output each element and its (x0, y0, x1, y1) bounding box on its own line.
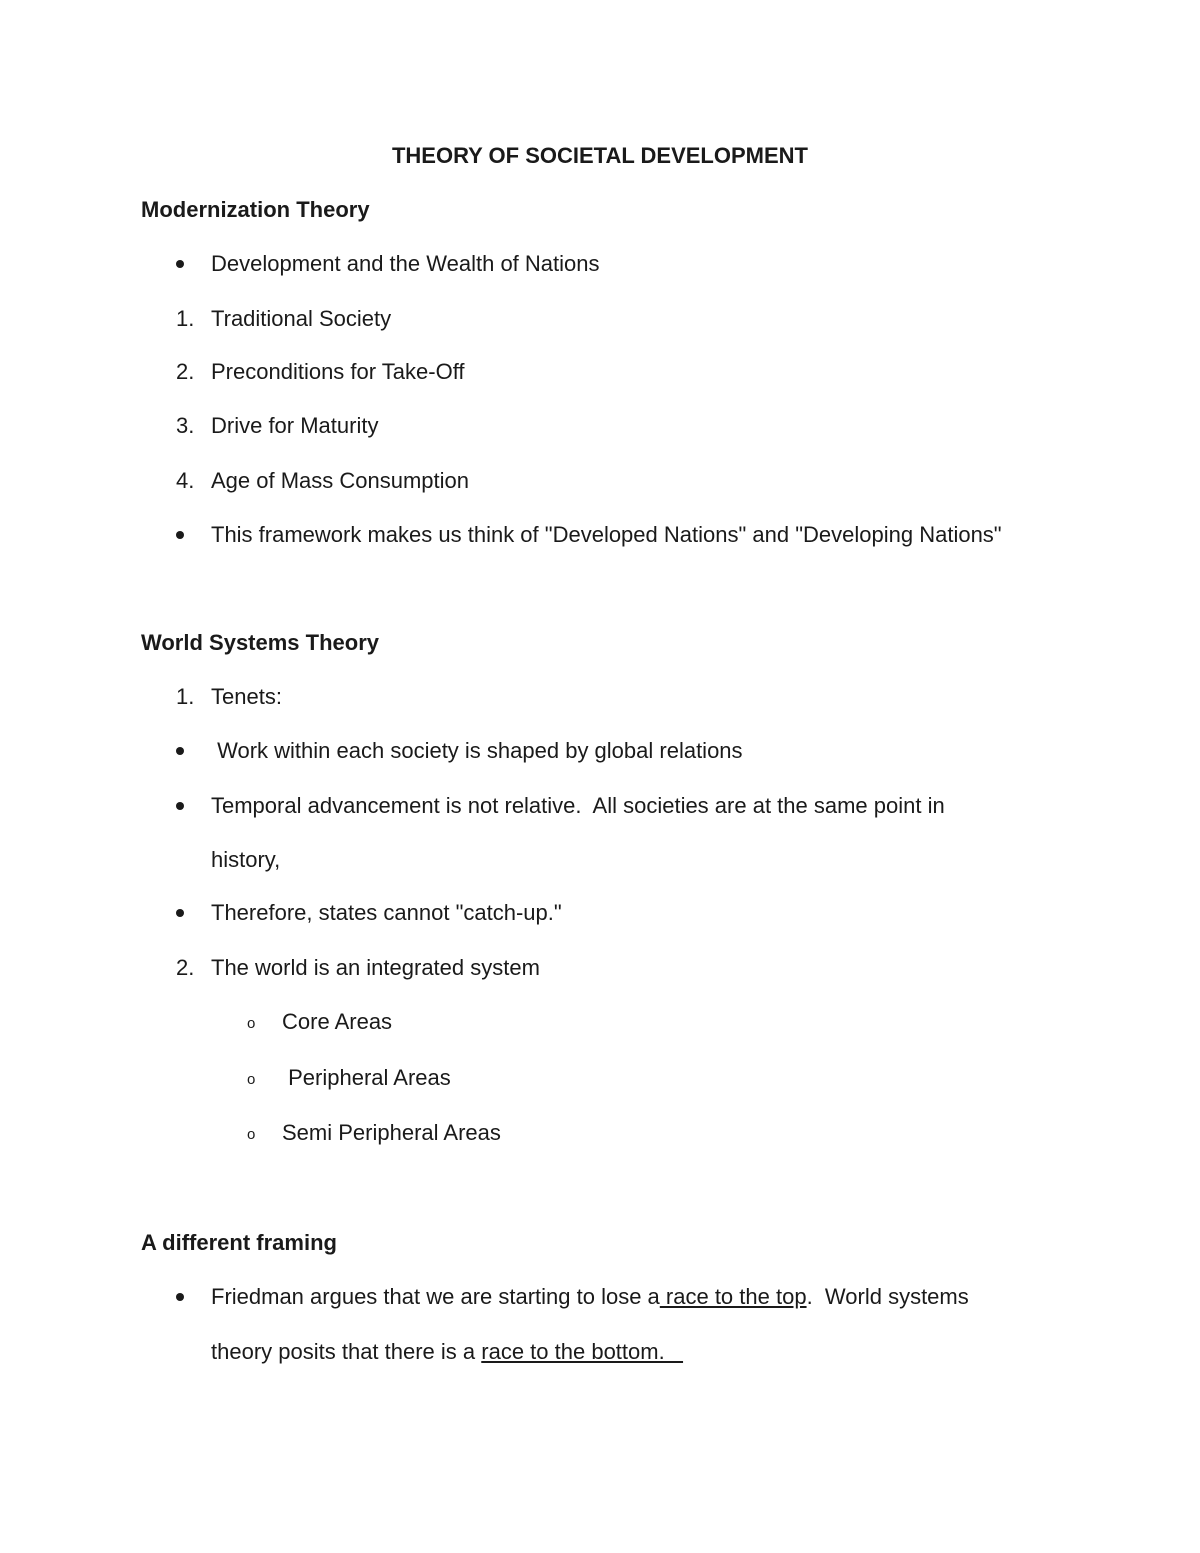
sub-bullet-icon: o (247, 1126, 256, 1143)
section-heading-modernization: Modernization Theory (141, 197, 370, 222)
list-item-continuation: history, (211, 847, 281, 872)
bullet-icon (176, 531, 184, 539)
bullet-icon (176, 747, 184, 755)
paragraph-line (211, 1283, 969, 1311)
list-item: Tenets: (211, 684, 282, 709)
paragraph-text: Friedman argues that we are starting to lose a (211, 1284, 660, 1309)
list-item: Drive for Maturity (211, 413, 379, 438)
list-number: 1. (176, 306, 195, 331)
sub-bullet-icon: o (247, 1071, 256, 1088)
list-item: Preconditions for Take-Off (211, 359, 465, 384)
section-heading-world-systems: World Systems Theory (141, 630, 379, 655)
list-item: Therefore, states cannot "catch-up." (211, 900, 562, 925)
document-title: THEORY OF SOCIETAL DEVELOPMENT (391, 143, 808, 168)
sub-bullet-icon: o (247, 1015, 256, 1032)
underlined-phrase: race to the top (659, 1284, 807, 1309)
list-item: The world is an integrated system (211, 955, 540, 980)
paragraph-text: . World systems (806, 1284, 969, 1309)
bullet-icon (176, 1293, 184, 1301)
sub-list-item: Core Areas (282, 1009, 393, 1034)
list-number: 1. (176, 684, 195, 709)
paragraph-line (211, 1338, 683, 1366)
sub-list-item: Peripheral Areas (282, 1065, 451, 1090)
list-number: 4. (176, 468, 195, 493)
list-item: Age of Mass Consumption (211, 468, 470, 493)
list-item: Temporal advancement is not relative. All societies are at the same point in (211, 793, 945, 818)
list-item: Work within each society is shaped by global relations (211, 738, 743, 763)
underlined-phrase: race to the bottom. (481, 1339, 684, 1364)
list-number: 2. (176, 359, 195, 384)
bullet-icon (176, 260, 184, 268)
list-item: This framework makes us think of "Developed Nations" and "Developing Nations" (211, 522, 1002, 547)
bullet-icon (176, 802, 184, 810)
list-item: Traditional Society (211, 306, 392, 331)
list-number: 3. (176, 413, 195, 438)
section-heading-different-framing: A different framing (141, 1230, 337, 1255)
sub-list-item: Semi Peripheral Areas (282, 1120, 501, 1145)
paragraph-text: theory posits that there is a (211, 1339, 482, 1364)
list-item: Development and the Wealth of Nations (211, 251, 600, 276)
list-number: 2. (176, 955, 195, 980)
bullet-icon (176, 909, 184, 917)
